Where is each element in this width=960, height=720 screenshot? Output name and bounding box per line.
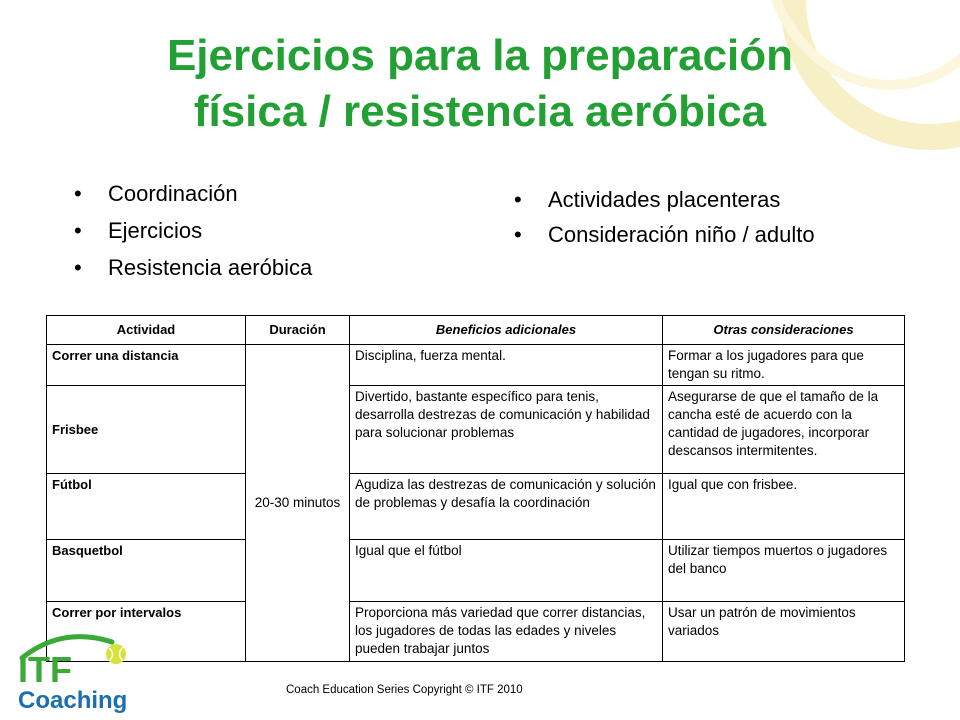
cell-benefits: Igual que el fútbol <box>350 540 663 602</box>
bullet-item: • Ejercicios <box>74 217 434 244</box>
cell-activity: Frisbee <box>47 386 246 474</box>
header-benefits: Beneficios adicionales <box>350 316 663 345</box>
cell-other: Usar un patrón de movimientos variados <box>663 602 905 662</box>
header-other: Otras consideraciones <box>663 316 905 345</box>
bullet-item: • Consideración niño / adulto <box>514 221 854 248</box>
table-row <box>47 345 905 386</box>
cell-activity: Correr por intervalos <box>47 602 246 662</box>
cell-benefits: Agudiza las destrezas de comunicación y solución de problemas y desafía la coordinación <box>350 474 663 540</box>
cell-other: Formar a los jugadores para que tengan su ritmo. <box>663 345 905 386</box>
cell-benefits: Divertido, bastante específico para tenis, desarrolla destrezas de comunicación y habilidad para solucionar problemas <box>350 386 663 474</box>
cell-benefits: Disciplina, fuerza mental. <box>350 345 663 386</box>
table-row <box>47 386 905 474</box>
slide-title <box>40 28 920 140</box>
footer-copyright: Coach Education Series Copyright © ITF 2010 <box>286 684 523 696</box>
cell-duration: 20-30 minutos <box>246 345 350 662</box>
logo-itf-text: ITF <box>18 649 72 690</box>
bullet-item: • Coordinación <box>74 180 434 207</box>
table-row <box>47 602 905 662</box>
table-header-row <box>47 316 905 345</box>
table-row <box>47 474 905 540</box>
table-row <box>47 540 905 602</box>
header-duration: Duración <box>246 316 350 345</box>
title-line-2: física / resistencia aeróbica <box>193 87 767 136</box>
cell-other: Igual que con frisbee. <box>663 474 905 540</box>
cell-activity: Fútbol <box>47 474 246 540</box>
header-activity: Actividad <box>47 316 246 345</box>
itf-coaching-logo <box>12 628 142 714</box>
exercise-table <box>46 315 905 662</box>
cell-activity: Correr una distancia <box>47 345 246 386</box>
title-line-1: Ejercicios para la preparación <box>166 31 794 80</box>
bullet-item: • Resistencia aeróbica <box>74 254 434 281</box>
logo-coaching-text: Coaching <box>18 687 128 714</box>
bullet-item: • Actividades placenteras <box>514 186 854 213</box>
cell-other: Utilizar tiempos muertos o jugadores del banco <box>663 540 905 602</box>
cell-activity: Basquetbol <box>47 540 246 602</box>
cell-other: Asegurarse de que el tamaño de la cancha esté de acuerdo con la cantidad de jugadores, incorporar descansos intermitentes. <box>663 386 905 474</box>
right-bullet-list <box>514 186 854 256</box>
cell-benefits: Proporciona más variedad que correr distancias, los jugadores de todas las edades y niveles pueden trabajar juntos <box>350 602 663 662</box>
left-bullet-list <box>74 180 434 291</box>
